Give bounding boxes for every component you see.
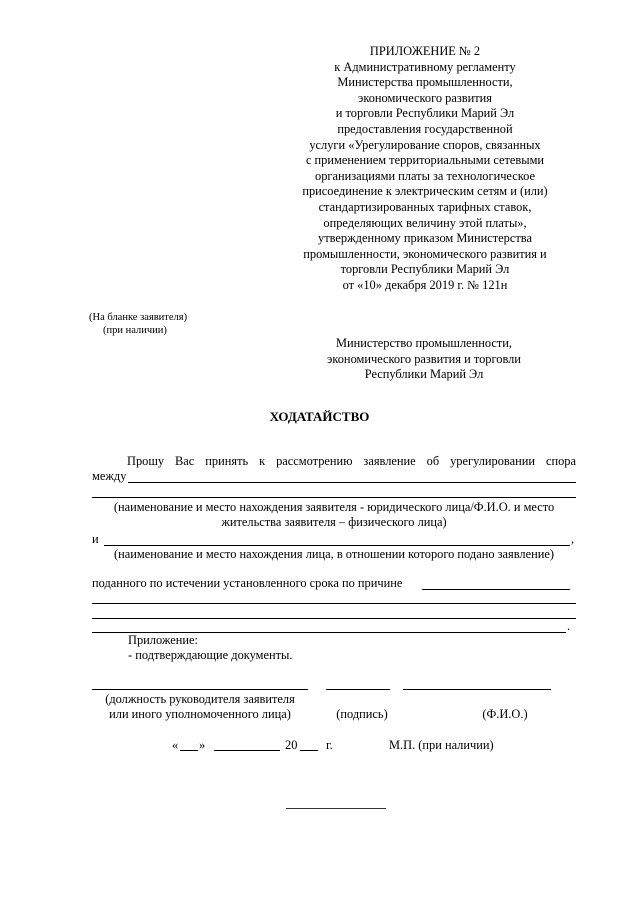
- respondent-caption: (наименование и место нахождения лица, в отношении которого подано заявление): [114, 547, 554, 561]
- appendix-line: промышленности, экономического развития и: [303, 246, 547, 261]
- name-line[interactable]: [403, 689, 551, 690]
- reason-label: поданного по истечении установленного срока по причине: [92, 576, 403, 590]
- appendix-line: к Административному регламенту: [334, 59, 516, 74]
- appendix-line: Министерства промышленности,: [337, 75, 513, 90]
- attachment-item: - подтверждающие документы.: [128, 648, 293, 662]
- position-caption-1: (должность руководителя заявителя: [105, 692, 295, 706]
- appendix-line: присоединение к электрическим сетям и (или): [302, 184, 548, 199]
- letterhead-note-line1: (На бланке заявителя): [89, 312, 188, 323]
- appendix-line: определяющих величину этой платы»,: [323, 215, 527, 230]
- appendix-line: ПРИЛОЖЕНИЕ № 2: [369, 44, 481, 58]
- appendix-line: услуги «Урегулирование споров, связанных: [309, 137, 541, 152]
- and-label: и: [92, 532, 99, 546]
- appendix-line: с применением территориальными сетевыми: [305, 153, 545, 168]
- applicant-caption-1: (наименование и место нахождения заявителя - юридического лица/Ф.И.О. и место: [113, 500, 555, 514]
- respondent-line[interactable]: [104, 545, 570, 546]
- signature-line[interactable]: [326, 689, 390, 690]
- position-line[interactable]: [92, 689, 308, 690]
- between-label: между: [92, 469, 127, 483]
- letterhead-note-line2: (при наличии): [103, 325, 167, 336]
- appendix-line: утвержденному приказом Министерства: [318, 231, 532, 246]
- addressee-line2: экономического развития и торговли: [327, 351, 521, 366]
- stamp-label: М.П. (при наличии): [389, 738, 494, 752]
- position-caption-2: или иного уполномоченного лица): [109, 707, 291, 721]
- appendix-header: [270, 44, 580, 294]
- signature-caption: (подпись): [336, 707, 388, 721]
- appendix-line: стандартизированных тарифных ставок,: [318, 199, 532, 214]
- addressee-line3: Республики Марий Эл: [364, 367, 484, 382]
- applicant-line-1[interactable]: [128, 482, 576, 483]
- addressee-block: [300, 336, 548, 383]
- appendix-line: предоставления государственной: [337, 121, 513, 136]
- appendix-line: торговли Республики Марий Эл: [340, 262, 510, 277]
- intro-text: Прошу Вас принять к рассмотрению заявление об урегулировании спора: [127, 454, 576, 468]
- reason-line-2[interactable]: [92, 603, 576, 604]
- appendix-line: от «10» декабря 2019 г. № 121н: [342, 277, 508, 292]
- reason-period: .: [567, 619, 571, 633]
- appendix-line: организациями платы за технологическое: [315, 168, 535, 183]
- date-day-line[interactable]: [180, 750, 198, 751]
- reason-line-3[interactable]: [92, 618, 576, 619]
- attachment-label: Приложение:: [128, 633, 198, 647]
- date-open-quote: «: [172, 738, 179, 752]
- name-caption: (Ф.И.О.): [482, 707, 528, 721]
- document-title: ХОДАТАЙСТВО: [269, 409, 370, 424]
- date-year-prefix: 20: [285, 738, 298, 752]
- letterhead-note: [89, 311, 187, 337]
- date-year-suffix: г.: [326, 738, 333, 752]
- appendix-line: экономического развития: [358, 90, 492, 105]
- addressee-line1: Министерство промышленности,: [335, 336, 513, 350]
- applicant-line-2[interactable]: [92, 497, 576, 498]
- reason-line-1[interactable]: [422, 589, 570, 590]
- respondent-comma: ,: [571, 532, 575, 546]
- appendix-line: и торговли Республики Марий Эл: [335, 106, 515, 121]
- applicant-caption-2: жительства заявителя – физического лица): [221, 515, 447, 529]
- date-month-line[interactable]: [214, 750, 280, 751]
- date-year-line[interactable]: [300, 750, 318, 751]
- footer-separator: [286, 808, 386, 809]
- date-close-quote: »: [199, 738, 206, 752]
